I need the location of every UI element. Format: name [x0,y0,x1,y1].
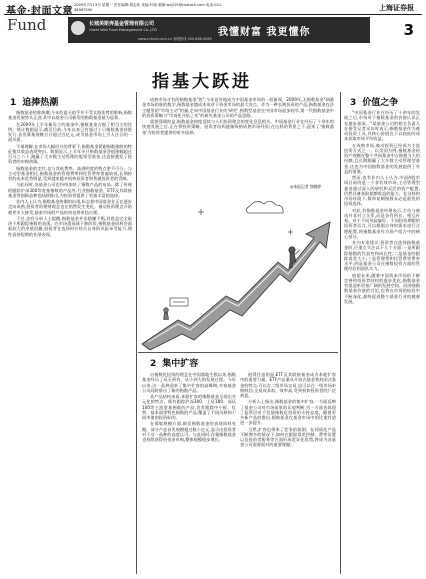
advertisement-banner[interactable] [68,17,370,43]
figure-tag-icon [170,298,188,306]
intro-paragraph: 成熟市场才有的指数基金"热",今年意外地成为中国基金市场的一桩新闻。2009年,无指数基金"网基金市场的谁的数学,指数基金越成本低对于资金市场的最大亮点。作为一种长期投资的产品,指数基金在法主题里的"市场主动"的量,走向中国基金行业的'研究',指数型基金在中国市场起步较早,第一代指数基金中的投资策略与"市场化开拓之年"的研究基金公司的产品思路。 [142,97,334,118]
intro-text [142,97,334,183]
section-2-title: 集中扩容 [162,359,199,369]
column-divider-right [340,92,341,574]
paragraph: 值得注意的是,ETF及其联接基金成为本轮扩容中的重要力量。ETF产品兼具开放式基金和封闭式基金的特点,可以在二级市场交易,也可以在一级市场申购赎回,交易成本低、效率高,受到机构投资者的广泛欢迎。 [240,372,336,398]
paragraph: 指数基金的称热潮,今年的夏天似乎并不受太阳炙烤的影响,指数基金发展势头正劲,其中以基金公司新发的指数基金最为显著。 [8,110,132,121]
byline: ◎本报记者 徐婉婷 [290,184,322,189]
section-2-body-left [142,372,236,574]
paper-name: 上海证券报 [379,3,414,12]
paragraph: 当然,扩容也带来了竞争的加剧。在同质化产品不断增多的情况下,如何在跟踪误差控制、费率设置以及投资者服务等方面形成差异化优势,将成为各基金公司需要面对的重要课题。 [240,426,336,448]
ad-slogan: 我懂财富 我更懂你 [218,27,311,38]
section-1-body [8,110,132,574]
page-number: 3 [403,21,414,39]
section-2-header [150,356,198,369]
section-subtitle: Fund [7,16,47,34]
paragraph: "中国基金行业在经历了十余年的发展之后,市场对于指数基金的价值认识正在逐步加深。"某基金公司的相关负责人在接受记者采访时表示,指数基金作为被动投资工具,其核心价值在于以较低的成本获取市场平均收益。 [344,110,420,142]
section-2-number: 2 [150,359,157,369]
paragraph: 自指数化投资的理念在中国落地生根以来,指数基金经历了从无到有、从小到大的发展过程。今年以来,这一品种迎来了集中扩容的高峰期,多家基金公司同时推出了新的指数产品。 [142,372,236,393]
section-3-header [350,95,398,108]
section-3-title: 价值之争 [362,98,399,108]
section-1-title: 追捧热潮 [22,98,59,108]
paragraph: 对此,有指数基金经理表示,主动与被动并非对立关系,而是各有所长、相互补充。对于不同风险偏好、不同投资期限的投资者而言,可以根据自身的需求进行合理配置,将指数基金作为资产组合中的核心部分。 [344,207,420,239]
section-2-body-right [240,372,336,574]
section-3-body [344,110,420,574]
paragraph: 分析人士指出,指数基金的集中扩容,一方面反映了基金公司对市场前景的乐观判断,另一方面也体现了监管层对于发展指数化投资的支持态度。随着更多新产品的推出,指数基金在基金市场中的比重有望进一步提升。 [240,399,336,426]
section-divider [138,352,338,353]
paragraph: 指数基金的走红,也与其低费率、高透明度的特点密不可分。与主动型基金相比,指数基金的管理费率和托管费率普遍较低,长期持有的成本优势明显,受到越来越多机构投资者和普通投资者的青睐。 [8,165,132,181]
section-title: 基金·封面文章 [6,6,73,17]
section-1-header [10,95,58,108]
page-headline: 指基大跃进 [152,72,252,92]
section-3-number: 3 [350,98,357,108]
paragraph: 不过,也有分析人士提醒,指数基金并非稳赚不赔,其收益完全取决于所跟踪指数的表现。在市场震荡或下跌阶段,指数基金同样会面临较大的净值回撤,投资者在选择时应结合自身的风险承受能力,理性看待短期的业绩表现。 [8,215,132,237]
paragraph: 然而,也有业内人士认为,中国A股市场目前仍是一个非有效市场,主动管理型基金通过深入的研究和灵活的资产配置,仍然具备获取超额收益的能力。在这样的市场环境下,简单复制指数未必是最优的投资选择。 [344,175,420,207]
illustration [138,192,338,350]
section-1-number: 1 [10,98,17,108]
small-figure-icon [164,308,169,320]
fund-company-logo-icon [71,21,85,35]
paragraph: 在成熟市场,被动投资已经成为主流投资方式之一。以美国为例,指数基金的资产规模在整个共同基金中占据相当大的份额,且长期跑赢了大多数主动管理型基金,这也为中国指数基金的发展提供了有益的借鉴。 [344,142,420,174]
paragraph: 在募集规模方面,新发指数基金的表现同样亮眼。部分产品首发规模超过数十亿元,显示出投资者对于这一品种的高度认可。与此同时,存量指数基金也持续获得资金净申购,整体规模稳步增长。 [142,421,236,442]
paragraph: 与此同时,各基金公司也纷纷加快了指数产品的布局。除了传统的跟踪沪深300等宽基指数的产品外,行业指数基金、ETF及其联接基金等创新品种也陆续推出,为投资者提供了更加丰富的选择。 [8,182,132,198]
paragraph: 从产品结构来看,本轮扩容的指数基金呈现出多元化的特点。既有跟踪沪深300、上证180、深证100等主流宽基指数的产品,也有跟踪中小板、红利、基本面等特色指数的产品,覆盖了不同风格和不同市值的投资标的。 [142,394,236,420]
paragraph: 不难理解,在市场大幅回升的背景下,指数基金紧跟指数涨跌的特征使其收益表现突出。数据显示,上半年多只指数基金净值涨幅超过百分之六十,跑赢了大多数主动管理的股票型基金,这直接激发了投资者的申购热情。 [8,143,132,165]
masthead-rule [4,14,422,15]
paragraph: 展望未来,随着中国资本市场的不断完善和投资者结构的逐步优化,指数基金有望迎来更加广阔的发展空间。而围绕指数基金价值的讨论,也将在市场的检验中不断深化,最终促进整个基金行业的健康发展。 [344,272,420,304]
paragraph: 业内人士认为,指数基金热潮的出现,标志着中国基金业正在逐步走向成熟,投资者的理财观念也在悄然发生变化。被动投资理念开始被更多人接受,基金市场的产品结构也将更趋合理。 [8,199,132,215]
ad-company-name: 长城美斯奔基金管理有限公司 [89,21,155,27]
issue-info: 2009年7月13日 星期一 责任编辑:胡志松 美编:叶纯 邮箱:wq315@cnstock.com 电话:021-38967590 [74,3,223,12]
ad-contact: www.ccfund.com.cn 客服热线 400-666-0066 [138,37,212,41]
paragraph: 在2009年上半年新设立的基金中,指数基金占据了相当大的比例。统计数据显示,截至目前,今年以来已有超过十只指数基金获批发行,首发募集规模合计超过百亿元,成为基金市场上引人注目的一道风景。 [8,121,132,143]
ad-company-english: Great Wall Fund Management Co.,LTD [89,28,157,32]
intro-paragraph: 需要强调的是,指数基金热度延续与人们投资理念的变化息息相关。中国基金行业在经历了十余年的快速发展之后,正在将投资策略、投资者结构逐渐吸纳成熟市场经验;在这样的背景之下,迎来了'指数基金'为投资者提供的更多选择。 [142,119,334,135]
column-divider-left [136,92,137,574]
paragraph: 业内专家建议,投资者在选择指数基金时,应重点关注以下几个方面:一是所跟踪指数的代表性和成长性;二是基金的跟踪误差大小;三是管理费和托管费等费率水平;四是基金公司在指数投资方面的管理经验和团队实力。 [344,240,420,272]
